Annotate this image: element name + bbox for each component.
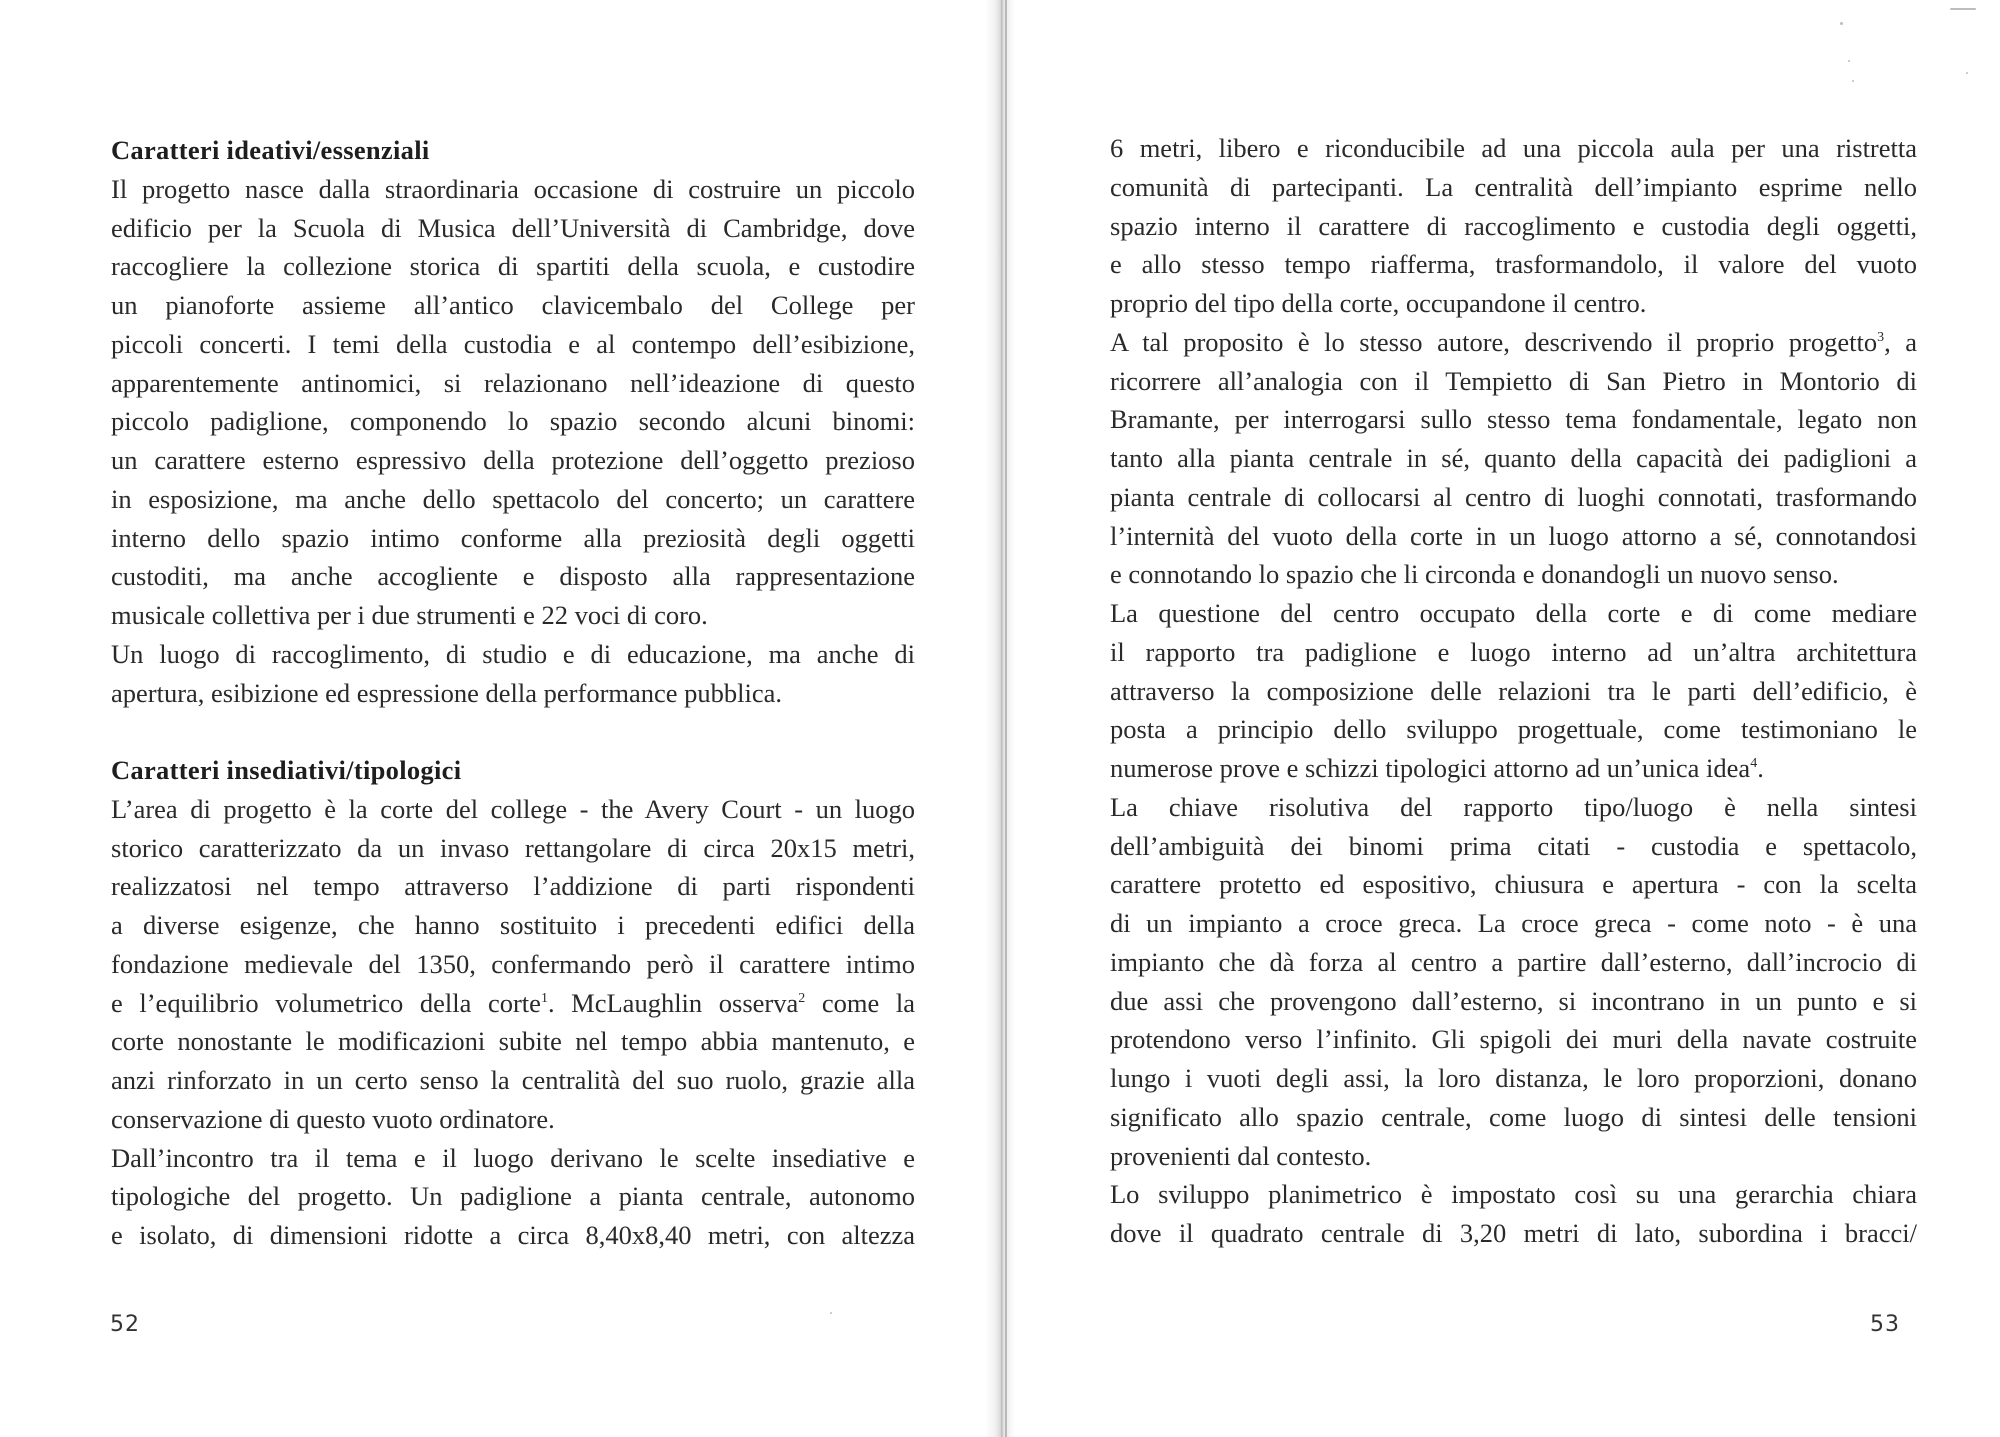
footnote-ref-4[interactable]: 4 (1750, 756, 1758, 772)
text-line: custoditi, ma anche accogliente e disposto alla rappresentazione (111, 561, 915, 592)
scan-speck (1840, 22, 1843, 25)
text-line: provenienti dal contesto. (1110, 1140, 1372, 1171)
text-line-with-footnote (1110, 749, 1917, 788)
gutter-fold-line (1005, 0, 1007, 1437)
paragraph-gap (111, 712, 915, 751)
text-line: tanto alla pianta centrale in sé, quanto della capacità dei padiglioni a (1110, 443, 1917, 473)
section-heading-insediativi: Caratteri insediativi/tipologici (111, 755, 462, 785)
text-line: dove il quadrato centrale di 3,20 metri di lato, subordina i bracci/ (1110, 1218, 1917, 1248)
page-number-left: 52 (110, 1312, 140, 1337)
right-text-column (1110, 129, 1917, 1253)
text-line-with-footnotes (111, 984, 915, 1023)
text-line: apparentemente antinomici, si relazionano nell’ideazione di questo (111, 367, 915, 398)
footnote-ref-2[interactable]: 2 (798, 990, 806, 1006)
text-line: conservazione di questo vuoto ordinatore. (111, 1103, 555, 1134)
text-segment: , a (1884, 326, 1917, 357)
text-line: dell’ambiguità dei binomi prima citati - custodia e spettacolo, (1110, 830, 1917, 861)
text-line: in esposizione, ma anche dello spettacolo del concerto; un carattere (111, 483, 915, 514)
text-line: posta a principio dello sviluppo progettuale, come testimoniano le (1110, 714, 1917, 745)
text-segment: come la (805, 987, 915, 1018)
text-line: lungo i vuoti degli assi, la loro distanza, le loro proporzioni, donano (1110, 1063, 1917, 1093)
section-body-insediativi (111, 790, 915, 1255)
text-line: anzi rinforzato in un certo senso la centralità del suo ruolo, grazie alla (111, 1065, 915, 1095)
text-line: e connotando lo spazio che li circonda e donandogli un nuovo senso. (1110, 559, 1839, 590)
text-line: e isolato, di dimensioni ridotte a circa 8,40x8,40 metri, con altezza (111, 1220, 915, 1250)
text-line: raccogliere la collezione storica di spartiti della scuola, e custodire (111, 251, 915, 282)
section-heading-ideativi: Caratteri ideativi/essenziali (111, 135, 430, 165)
text-line: proprio del tipo della corte, occupandone il centro. (1110, 288, 1647, 318)
text-line: un pianoforte assieme all’antico clavicembalo del College per (111, 290, 915, 320)
text-line: fondazione medievale del 1350, confermando però il carattere intimo (111, 948, 915, 979)
text-line: il rapporto tra padiglione e luogo interno ad un’altra architettura (1110, 636, 1917, 667)
text-line: un carattere esterno espressivo della protezione dell’oggetto prezioso (111, 445, 915, 475)
left-page (0, 0, 990, 1437)
text-line: corte nonostante le modificazioni subite nel tempo abbia mantenuto, e (111, 1026, 915, 1057)
text-line: Il progetto nasce dalla straordinaria occasione di costruire un piccolo (111, 173, 915, 204)
text-line: L’area di progetto è la corte del college - the Avery Court - un luogo (111, 793, 915, 824)
text-line: a diverse esigenze, che hanno sostituito i precedenti edifici della (111, 910, 915, 940)
section-body-ideativi (111, 170, 915, 713)
text-line: musicale collettiva per i due strumenti e 22 voci di coro. (111, 600, 708, 630)
text-line: tipologiche del progetto. Un padiglione a pianta centrale, autonomo (111, 1181, 915, 1212)
text-line: edificio per la Scuola di Musica dell’Università di Cambridge, dove (111, 212, 915, 243)
text-line: interno dello spazio intimo conforme alla preziosità degli oggetti (111, 522, 915, 553)
text-line: e allo stesso tempo riafferma, trasformandolo, il valore del vuoto (1110, 249, 1917, 280)
text-line: spazio interno il carattere di raccoglimento e custodia degli oggetti, (1110, 210, 1917, 241)
text-line: pianta centrale di collocarsi al centro di luoghi connotati, trasformando (1110, 481, 1917, 512)
text-line: ricorrere all’analogia con il Tempietto di San Pietro in Montorio di (1110, 365, 1917, 396)
right-page (1010, 0, 2000, 1437)
text-line: attraverso la composizione delle relazioni tra le parti dell’edificio, è (1110, 675, 1917, 706)
page-number-right: 53 (1870, 1312, 1900, 1337)
text-line: di un impianto a croce greca. La croce greca - come noto - è una (1110, 908, 1917, 938)
text-line: l’internità del vuoto della corte in un luogo attorno a sé, connotandosi (1110, 520, 1917, 551)
footnote-ref-1[interactable]: 1 (540, 990, 548, 1006)
text-line: significato allo spazio centrale, come luogo di sintesi delle tensioni (1110, 1101, 1917, 1132)
scan-speck (830, 1312, 832, 1314)
scan-speck (1966, 72, 1968, 74)
text-line: due assi che provengono dall’esterno, si incontrano in un punto e si (1110, 985, 1917, 1016)
text-line: impianto che dà forza al centro a partire dall’esterno, dall’incrocio di (1110, 946, 1917, 977)
text-line: Lo sviluppo planimetrico è impostato così su una gerarchia chiara (1110, 1179, 1917, 1210)
footnote-ref-3[interactable]: 3 (1877, 329, 1885, 345)
scan-speck (1848, 60, 1850, 62)
text-line: apertura, esibizione ed espressione della performance pubblica. (111, 677, 783, 708)
left-text-column (111, 131, 915, 1255)
text-line-with-footnote (1110, 323, 1917, 362)
text-line: realizzatosi nel tempo attraverso l’addizione di parti rispondenti (111, 871, 915, 902)
text-line: Un luogo di raccoglimento, di studio e di educazione, ma anche di (111, 638, 915, 669)
text-line: protendono verso l’infinito. Gli spigoli dei muri della navate costruite (1110, 1024, 1917, 1055)
text-segment: e l’equilibrio volumetrico della corte (111, 987, 541, 1018)
text-line: piccoli concerti. I temi della custodia e al contempo dell’esibizione, (111, 328, 915, 359)
text-segment: A tal proposito è lo stesso autore, descrivendo il proprio progetto (1110, 326, 1878, 357)
text-line: comunità di partecipanti. La centralità dell’impianto esprime nello (1110, 171, 1917, 202)
text-line: La questione del centro occupato della corte e di come mediare (1110, 598, 1917, 628)
text-line: Dall’incontro tra il tema e il luogo derivano le scelte insediative e (111, 1142, 915, 1173)
scan-speck (1950, 8, 1976, 10)
text-segment: numerose prove e schizzi tipologici attorno ad un’unica idea (1110, 753, 1751, 783)
text-segment: . McLaughlin osserva (547, 987, 799, 1018)
text-line: Bramante, per interrogarsi sullo stesso tema fondamentale, legato non (1110, 404, 1917, 435)
text-line: piccolo padiglione, componendo lo spazio secondo alcuni binomi: (111, 406, 915, 437)
text-line: storico caratterizzato da un invaso rettangolare di circa 20x15 metri, (111, 832, 915, 863)
scan-speck (1852, 80, 1854, 82)
text-line: 6 metri, libero e riconducibile ad una piccola aula per una ristretta (1110, 133, 1917, 163)
text-line: La chiave risolutiva del rapporto tipo/luogo è nella sintesi (1110, 791, 1917, 822)
text-segment: . (1757, 753, 1764, 783)
text-line: carattere protetto ed espositivo, chiusura e apertura - con la scelta (1110, 869, 1917, 900)
